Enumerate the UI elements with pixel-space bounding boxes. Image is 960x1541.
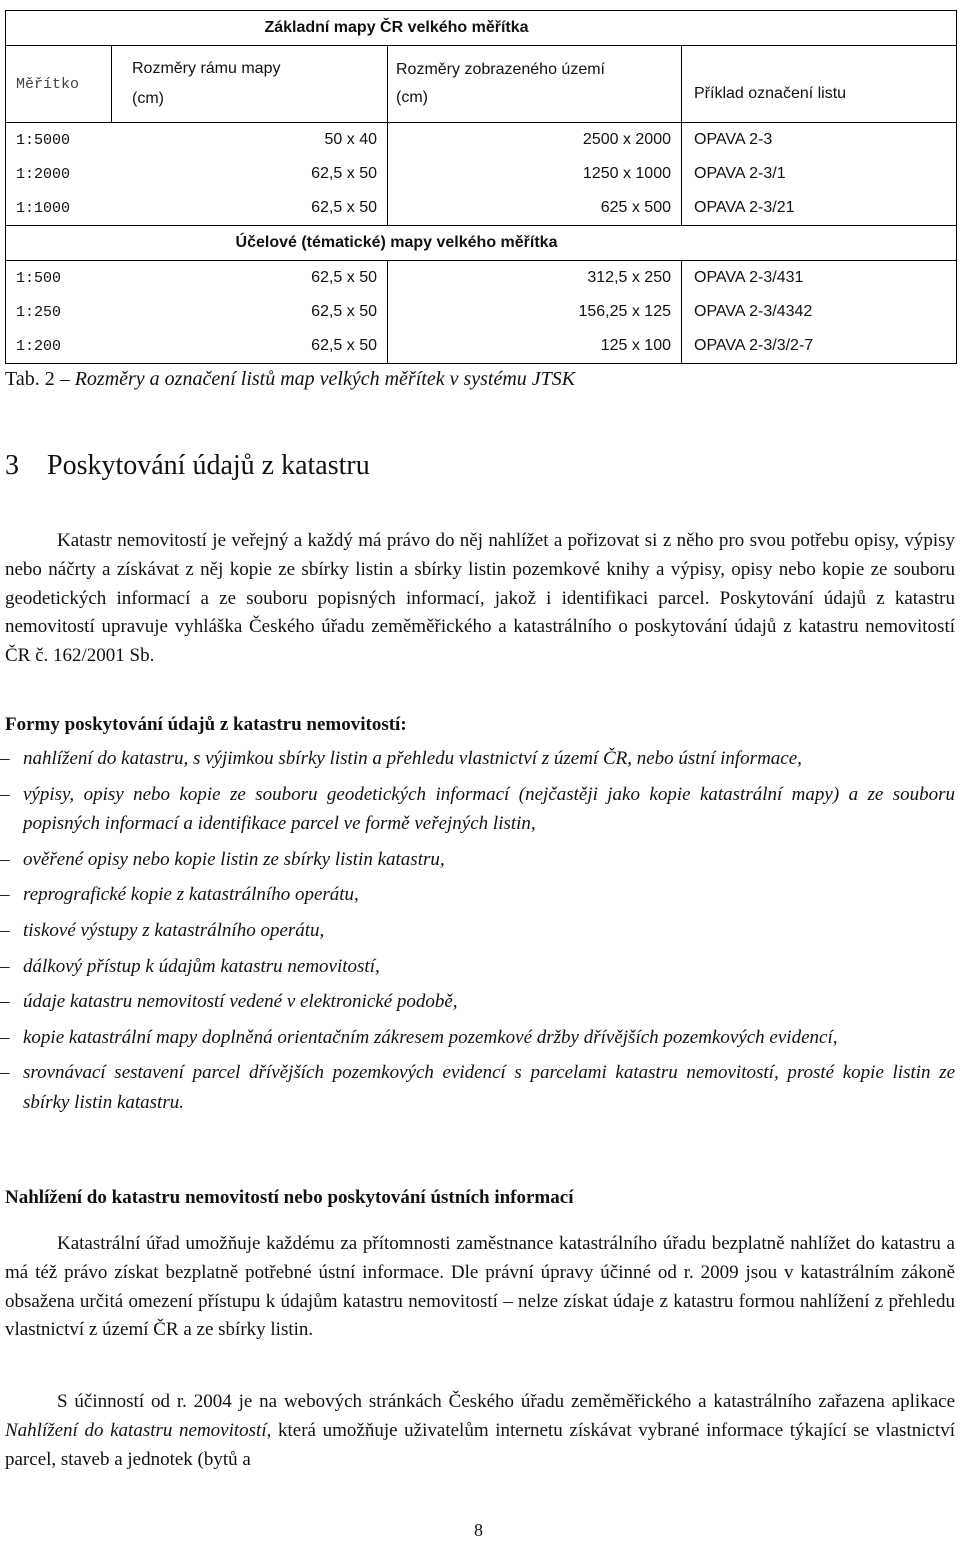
cell-example: OPAVA 2-3/431 xyxy=(682,261,957,296)
list-item xyxy=(0,1058,955,1117)
col-area-line2: (cm) xyxy=(396,89,428,106)
cell-example: OPAVA 2-3/4342 xyxy=(682,295,957,329)
cell-example: OPAVA 2-3 xyxy=(682,123,957,158)
caption-text: Rozměry a označení listů map velkých měřítek v systému JTSK xyxy=(74,368,576,390)
list-item xyxy=(0,952,955,982)
dash-marker: – xyxy=(0,991,10,1013)
caption-prefix: Tab. 2 xyxy=(5,368,55,390)
sub-heading: Nahlížení do katastru nemovitostí nebo poskytování ústních informací xyxy=(5,1187,574,1208)
col-frame-line1: Rozměry rámu mapy xyxy=(132,60,281,77)
table-group-row xyxy=(6,11,957,46)
intro-paragraph: Katastr nemovitostí je veřejný a každý má právo do něj nahlížet a pořizovat si z něho pro svou potřebu opisy, výpisy nebo náčrty a získávat z něj kopie ze sbírky listin a sbírky listin pozemkové knihy a výpisy, opisy nebo kopie ze souboru geodetických informací a ze souboru popisných informací, jakož i identifikaci parcel. Poskytování údajů z katastru nemovitostí upravuje vyhláška Českého úřadu zeměměřického a katastrálního o poskytování údajů z katastru nemovitostí ČR č. 162/2001 Sb. xyxy=(5,530,955,667)
dash-marker: – xyxy=(0,748,10,769)
list-item xyxy=(0,880,955,910)
cell-example: OPAVA 2-3/3/2-7 xyxy=(682,329,957,364)
table-header-row xyxy=(6,46,957,123)
paragraph-2: Katastrální úřad umožňuje každému za přítomnosti zaměstnance katastrálního úřadu bezplatně nahlížet do katastru a má též právo získat bezplatně potřebné ústní informace. Dle právní úpravy účinné od r. 2009 jsou v katastrálním zákoně obsažena určitá omezení přístupu k údajům katastru nemovitostí – nelze získat údaje z katastru formou nahlížení z přehledu vlastnictví z území ČR a ze sbírky listin. xyxy=(5,1233,955,1341)
cell-scale: 1:250 xyxy=(6,295,112,329)
cell-frame: 50 x 40 xyxy=(112,123,388,158)
col-area-line1: Rozměry zobrazeného území xyxy=(396,61,605,78)
col-frame-header xyxy=(112,46,388,123)
list-item-text: dálkový přístup k údajům katastru nemovitostí, xyxy=(23,955,380,977)
dash-marker: – xyxy=(0,919,10,941)
dash-marker: – xyxy=(0,1026,10,1048)
col-frame-line2: (cm) xyxy=(132,90,164,107)
cell-area: 625 x 500 xyxy=(388,191,682,226)
cell-example: OPAVA 2-3/1 xyxy=(682,157,957,191)
cell-scale: 1:1000 xyxy=(6,191,112,226)
cell-area: 312,5 x 250 xyxy=(388,261,682,296)
col-example-header: Příklad označení listu xyxy=(682,46,957,123)
list-item-text: tiskové výstupy z katastrálního operátu, xyxy=(23,919,325,941)
page-number: 8 xyxy=(474,1520,483,1540)
cell-frame: 62,5 x 50 xyxy=(112,191,388,226)
dash-marker: – xyxy=(0,884,10,906)
table-row xyxy=(6,261,957,296)
table-row xyxy=(6,123,957,158)
list-item-text: výpisy, opisy nebo kopie ze souboru geodetických informací (nejčastěji jako kopie katastrální mapy) a ze souboru popisných informací a identifikace parcel ve formě veřejných listin, xyxy=(23,783,955,835)
paragraph-3-start: S účinností od r. 2004 je na webových stránkách Českého úřadu zeměměřického a katastrálního zařazena aplikace xyxy=(57,1391,955,1412)
col-area-header xyxy=(388,46,682,123)
list-item-text: nahlížení do katastru, s výjimkou sbírky listin a přehledu vlastnictví z území ČR, nebo ústní informace, xyxy=(23,748,802,769)
dash-marker: – xyxy=(0,1062,10,1084)
list-item-text: reprografické kopie z katastrálního operátu, xyxy=(23,884,359,906)
scales-table xyxy=(5,10,957,364)
dash-marker: – xyxy=(0,848,10,870)
list-item xyxy=(0,916,955,946)
col-scale-header: Měřítko xyxy=(6,46,112,123)
cell-area: 1250 x 1000 xyxy=(388,157,682,191)
paragraph-3-end: , která umožňuje uživatelům internetu získávat vybrané informace týkající se vlastnictví parcel, staveb a jednotek (bytů a xyxy=(5,1419,955,1470)
table-row xyxy=(6,295,957,329)
table-row xyxy=(6,157,957,191)
table-group-row xyxy=(6,226,957,261)
cell-frame: 62,5 x 50 xyxy=(112,329,388,364)
cell-scale: 1:2000 xyxy=(6,157,112,191)
cell-area: 2500 x 2000 xyxy=(388,123,682,158)
caption-dash: – xyxy=(59,368,70,390)
cell-area: 156,25 x 125 xyxy=(388,295,682,329)
cell-scale: 1:5000 xyxy=(6,123,112,158)
cell-frame: 62,5 x 50 xyxy=(112,261,388,296)
list-item-text: srovnávací sestavení parcel dřívějších pozemkových evidencí s parcelami katastru nemovitostí, prosté kopie listin ze sbírky listin katastru. xyxy=(23,1062,955,1113)
list-item xyxy=(0,780,955,839)
cell-scale: 1:500 xyxy=(6,261,112,296)
app-name: Nahlížení do katastru nemovitostí xyxy=(5,1419,267,1441)
dash-marker: – xyxy=(0,955,10,977)
table-row xyxy=(6,191,957,226)
table-caption xyxy=(5,368,575,391)
list-item xyxy=(0,744,955,774)
cell-scale: 1:200 xyxy=(6,329,112,364)
paragraph-3 xyxy=(5,1388,955,1474)
list-item-text: kopie katastrální mapy doplněná orientačním zákresem pozemkové držby dřívějších pozemkových evidencí, xyxy=(23,1026,838,1048)
cell-frame: 62,5 x 50 xyxy=(112,157,388,191)
dash-marker: – xyxy=(0,783,10,805)
list-item xyxy=(0,987,955,1017)
forms-list xyxy=(0,744,955,1124)
group-heading-basic: Základní mapy ČR velkého měřítka xyxy=(112,11,682,46)
table-row xyxy=(6,329,957,364)
list-item xyxy=(0,845,955,875)
list-item-text: ověřené opisy nebo kopie listin ze sbírky listin katastru, xyxy=(23,848,445,870)
cell-example: OPAVA 2-3/21 xyxy=(682,191,957,226)
group-heading-thematic: Účelové (tématické) mapy velkého měřítka xyxy=(112,226,682,261)
cell-frame: 62,5 x 50 xyxy=(112,295,388,329)
list-item xyxy=(0,1023,955,1053)
section-title: 3 Poskytování údajů z katastru xyxy=(5,450,370,481)
forms-heading: Formy poskytování údajů z katastru nemovitostí: xyxy=(5,714,407,735)
list-item-text: údaje katastru nemovitostí vedené v elektronické podobě, xyxy=(23,991,458,1013)
cell-area: 125 x 100 xyxy=(388,329,682,364)
